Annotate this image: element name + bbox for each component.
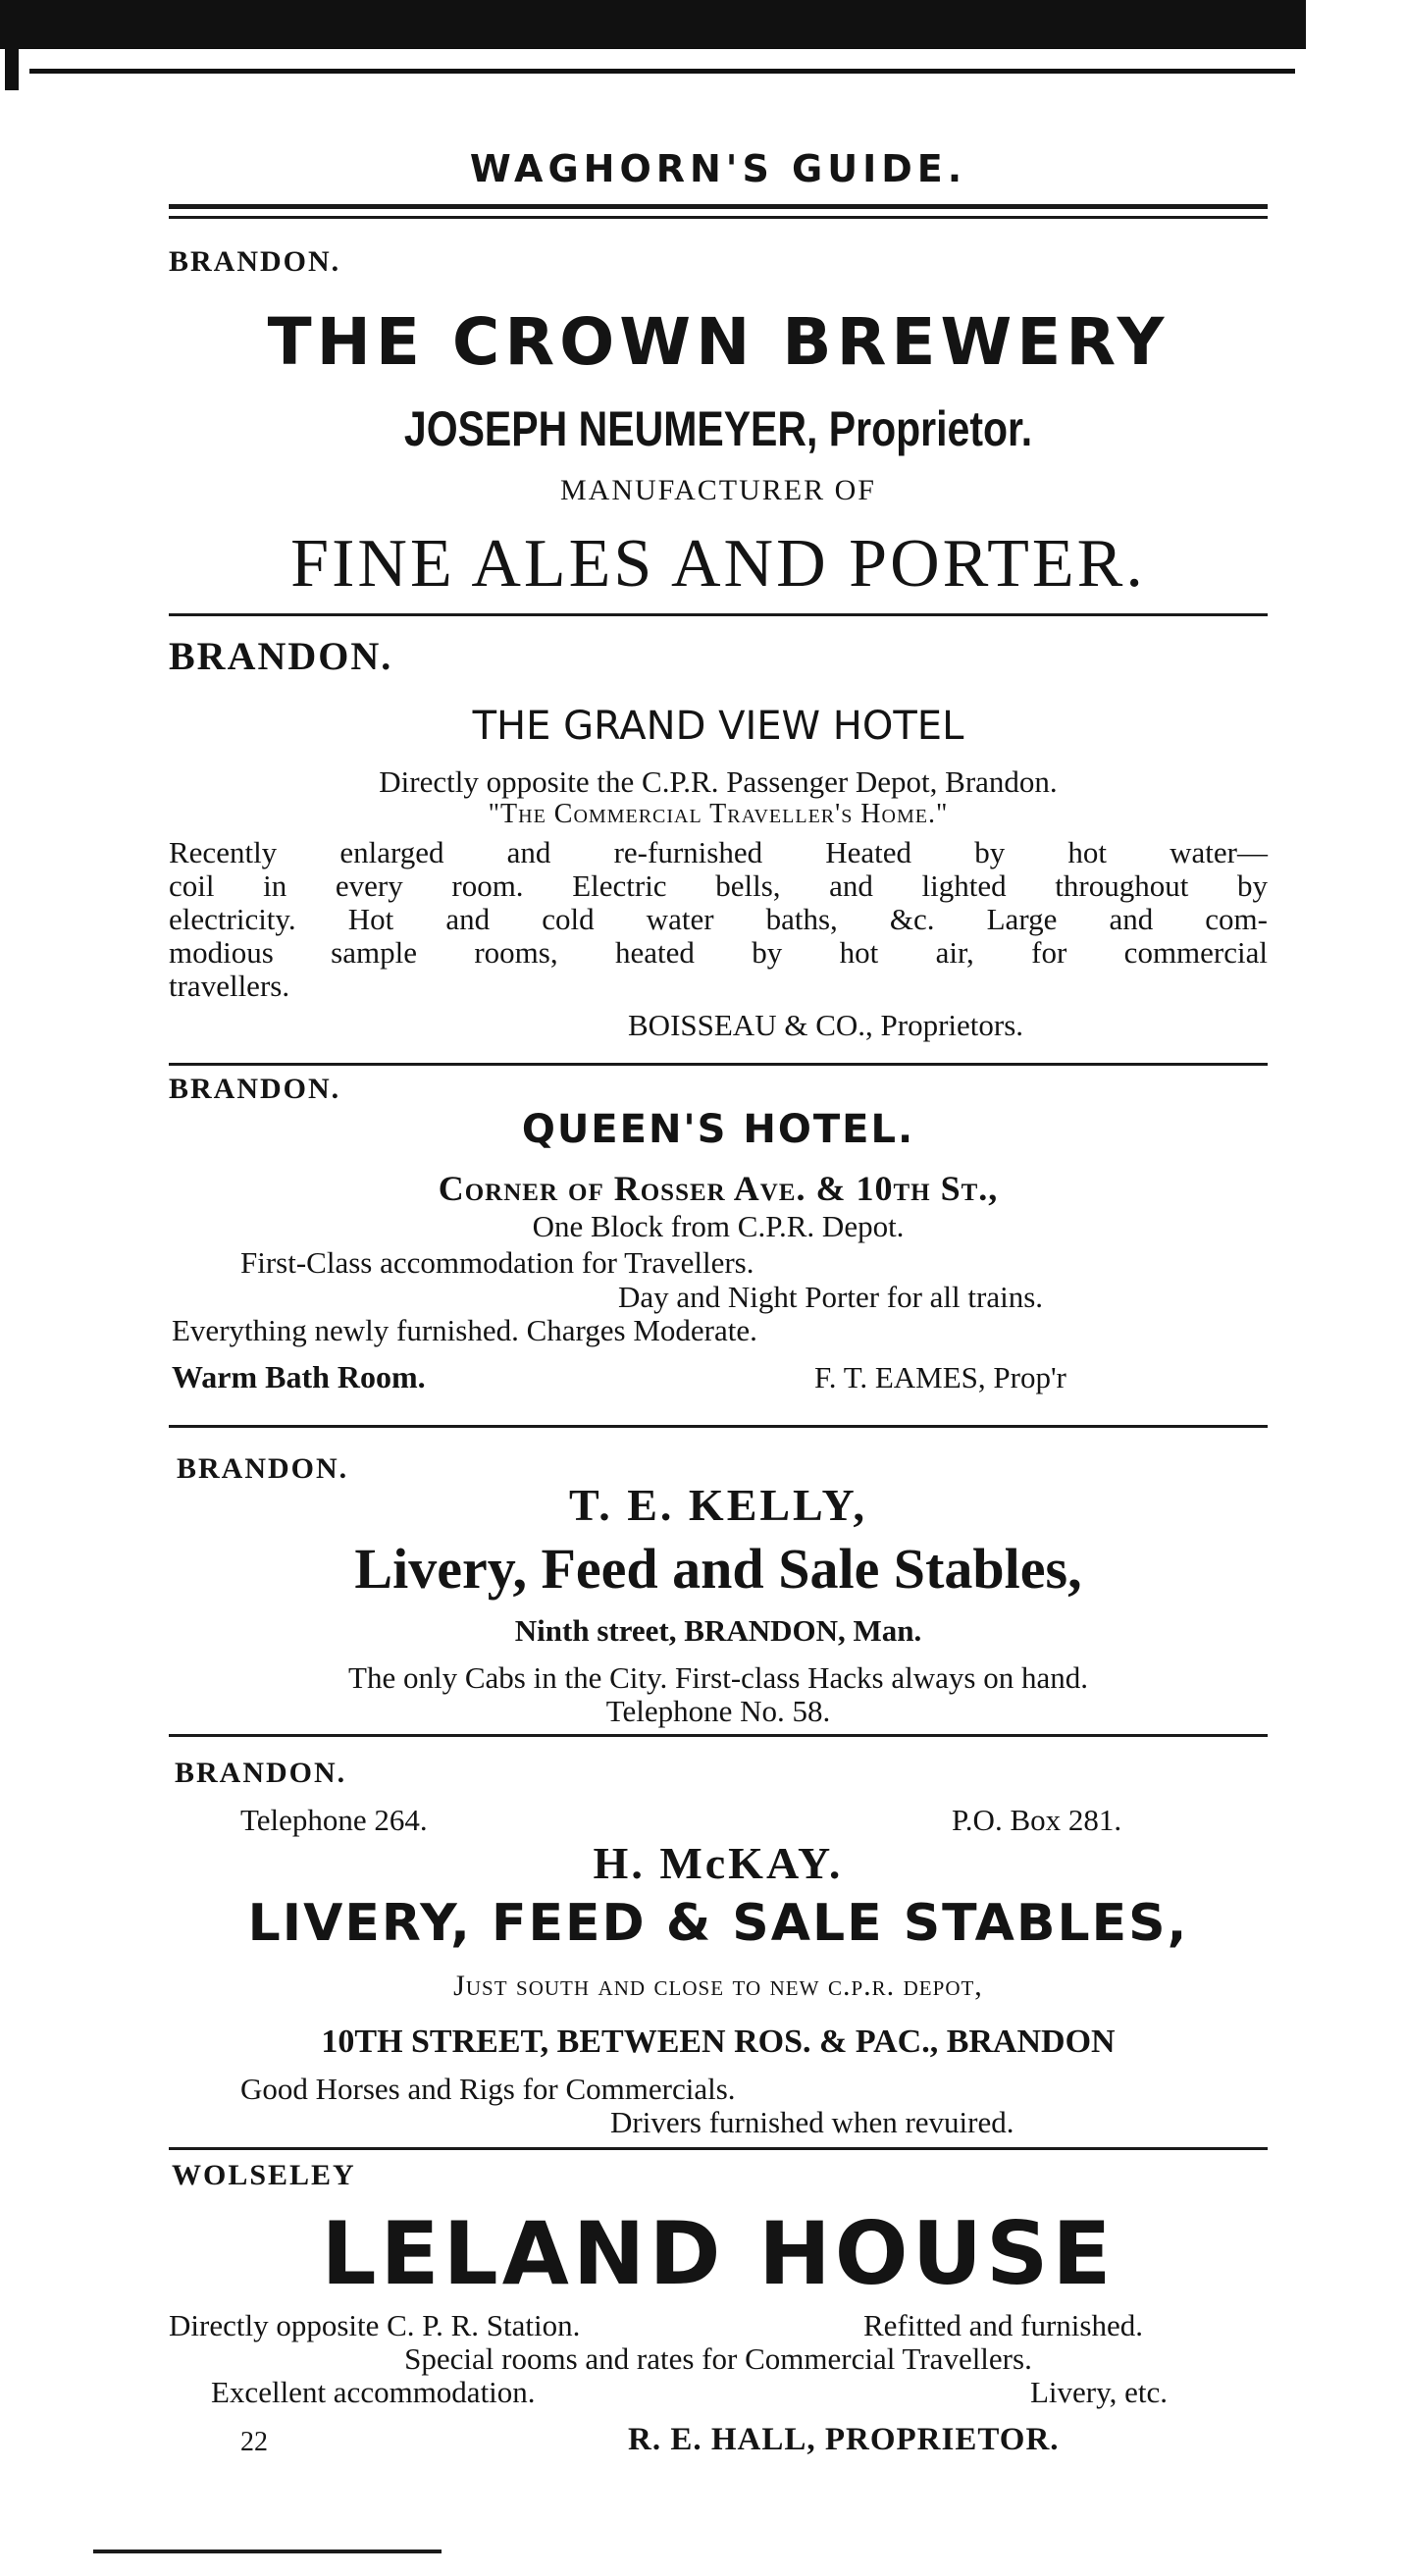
queens-line1: One Block from C.P.R. Depot. [532,1209,905,1243]
mckay-line1: Good Horses and Rigs for Commercials. [240,2072,736,2106]
grandview-line2: "The Commercial Traveller's Home." [488,799,949,829]
leland-line1b: Refitted and furnished. [863,2308,1143,2342]
mckay-location: Just south and close to new c.p.r. depot, [453,1970,983,2002]
leland-name: LELAND HOUSE [321,2203,1116,2304]
mckay-pobox: P.O. Box 281. [952,1803,1122,1837]
scan-edge-notch [5,49,19,90]
kelly-name: T. E. KELLY, [568,1480,868,1530]
section-rule [169,2147,1268,2150]
grandview-city: BRANDON. [169,634,393,678]
section-rule [169,613,1268,616]
grandview-body-2: coil in every room. Electric bells, and lighted throughout by [169,868,1268,903]
section-rule [169,1734,1268,1737]
mckay-business: LIVERY, FEED & SALE STABLES, [247,1894,1189,1953]
crown-manufacturer: MANUFACTURER OF [560,474,876,506]
mckay-name: H. McKAY. [593,1838,844,1888]
grandview-body-4: modious sample rooms, heated by hot air, for commercial [169,935,1268,970]
scan-edge-gap [0,49,1306,80]
grandview-body-5: travellers. [169,969,290,1003]
header-rule-1 [169,204,1268,209]
leland-proprietor: R. E. HALL, PROPRIETOR. [628,2422,1060,2457]
kelly-business: Livery, Feed and Sale Stables, [354,1537,1082,1601]
crown-proprietor: JOSEPH NEUMEYER, Proprietor. [403,401,1033,456]
queens-proprietor: F. T. EAMES, Prop'r [814,1360,1066,1394]
scan-edge-bottom [93,2550,442,2553]
scan-edge-line [29,69,1295,74]
crown-product: FINE ALES AND PORTER. [290,526,1146,602]
grandview-body-3: electricity. Hot and cold water baths, &c. Large and com- [169,902,1268,936]
leland-line2: Special rooms and rates for Commercial Travellers. [404,2341,1032,2376]
leland-line3a: Excellent accommodation. [211,2375,536,2409]
kelly-telephone: Telephone No. 58. [605,1694,831,1728]
grandview-body-1: Recently enlarged and re-furnished Heated by hot water— [169,835,1268,869]
section-rule [169,1425,1268,1428]
section-rule [169,1063,1268,1066]
queens-city: BRANDON. [169,1073,341,1105]
header-rule-2 [169,216,1268,219]
kelly-line1: The only Cabs in the City. First-class Hacks always on hand. [348,1660,1088,1695]
page-header-title: WAGHORN'S GUIDE. [469,147,967,190]
grandview-line1: Directly opposite the C.P.R. Passenger Depot, Brandon. [379,764,1058,799]
queens-line2: First-Class accommodation for Travellers. [240,1245,754,1280]
queens-line3: Day and Night Porter for all trains. [618,1280,1044,1314]
scan-edge-top [0,0,1306,49]
crown-city: BRANDON. [169,245,341,278]
grandview-proprietors: BOISSEAU & CO., Proprietors. [628,1008,1024,1042]
kelly-city: BRANDON. [177,1452,349,1485]
kelly-address: Ninth street, BRANDON, Man. [514,1613,922,1648]
mckay-city: BRANDON. [175,1757,347,1789]
leland-line1a: Directly opposite C. P. R. Station. [169,2308,581,2342]
queens-corner: Corner of Rosser Ave. & 10th St., [438,1169,999,1208]
mckay-street: 10TH STREET, BETWEEN ROS. & PAC., BRANDON [321,2024,1116,2060]
queens-bath: Warm Bath Room. [172,1359,426,1394]
leland-city: WOLSELEY [172,2159,356,2191]
crown-name: THE CROWN BREWERY [267,304,1170,380]
mckay-telephone: Telephone 264. [240,1803,428,1837]
leland-line3b: Livery, etc. [1030,2375,1168,2409]
page-number: 22 [240,2427,268,2457]
grandview-name: THE GRAND VIEW HOTEL [472,704,964,749]
queens-line4: Everything newly furnished. Charges Moderate. [172,1313,757,1347]
mckay-line2: Drivers furnished when revuired. [610,2105,1014,2139]
queens-name: QUEEN'S HOTEL. [521,1107,915,1152]
